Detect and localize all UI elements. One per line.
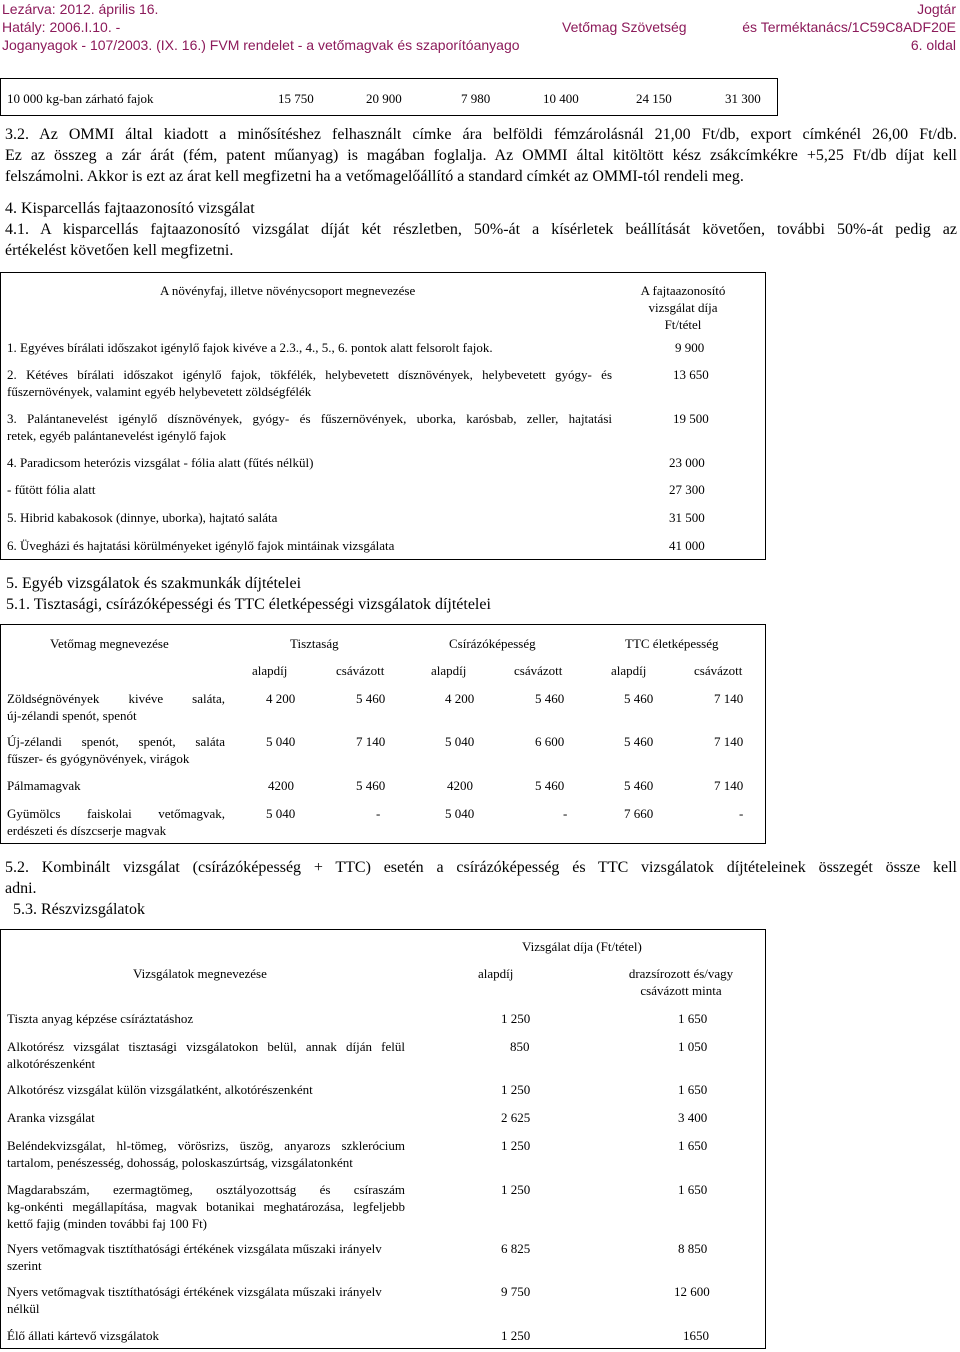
row-value: 7 140 bbox=[714, 734, 744, 749]
section-4-title: 4. Kisparcellás fajtaazonosító vizsgálat bbox=[5, 200, 255, 217]
row-name: új-zélandi spenót, spenót bbox=[7, 708, 137, 723]
table-5-3-header-base: alapdíj bbox=[478, 966, 514, 981]
section-5-title: 5. Egyéb vizsgálatok és szakmunkák díjtételei bbox=[6, 575, 302, 592]
row-value: 8 850 bbox=[678, 1241, 708, 1256]
row-value: 1 650 bbox=[678, 1182, 708, 1197]
section-4-1-line: értékelést követően kell megfizetni. bbox=[5, 242, 234, 259]
row-value: 1 250 bbox=[501, 1182, 531, 1197]
row-name: Aranka vizsgálat bbox=[7, 1110, 95, 1125]
row-value: 6 600 bbox=[535, 734, 565, 749]
row-name: 1. Egyéves bírálati időszakot igénylő fajok kivéve a 2.3., 4., 5., 6. pontok alatt felsorolt fajok. bbox=[7, 340, 493, 355]
row-value: 5 460 bbox=[535, 691, 565, 706]
row-name: szerint bbox=[7, 1258, 42, 1273]
row-name: Élő állati kártevő vizsgálatok bbox=[7, 1328, 159, 1343]
top-row-label: 10 000 kg-ban zárható fajok bbox=[7, 91, 154, 106]
top-row-value: 24 150 bbox=[636, 91, 672, 106]
top-row-value: 7 980 bbox=[461, 91, 491, 106]
top-row-value: 20 900 bbox=[366, 91, 402, 106]
row-name: 5. Hibrid kabakosok (dinnye, uborka), hajtató saláta bbox=[7, 510, 278, 525]
paragraph-3-2-line: felszámolni. Akkor is ezt az árat kell megfizetni ha a vetőmagelőállító a standard címkét az OMMI-tól rendeli meg. bbox=[5, 168, 744, 185]
row-value: 5 040 bbox=[266, 734, 296, 749]
row-name: fűszer- és gyógynövények, virágok bbox=[7, 751, 190, 766]
table-row bbox=[7, 690, 225, 724]
row-value: - bbox=[739, 806, 744, 821]
row-name: 3. Palántanevelést igénylő dísznövények, gyógy- és fűszernövények, uborka, karósbab, zeller, hajtatási bbox=[7, 411, 612, 426]
row-name: 4. Paradicsom heterózis vizsgálat - fólia alatt (fűtés nélkül) bbox=[7, 455, 314, 470]
table-row bbox=[7, 805, 225, 839]
row-value: 27 300 bbox=[669, 482, 705, 497]
row-name: 6. Üvegházi és hajtatási körülményeket igénylő fajok mintáinak vizsgálata bbox=[7, 538, 395, 553]
row-value: 5 460 bbox=[624, 691, 654, 706]
row-value: 1 250 bbox=[501, 1082, 531, 1097]
table-5-1-subheader: alapdíj bbox=[611, 663, 647, 678]
row-value: 2 625 bbox=[501, 1110, 531, 1125]
row-value: 4200 bbox=[447, 778, 473, 793]
row-value: 4200 bbox=[268, 778, 294, 793]
row-value: 5 040 bbox=[445, 734, 475, 749]
row-value: 1 650 bbox=[678, 1011, 708, 1026]
row-name: tartalom, penészesség, dohosság, poloskaszúrtság, vizsgálatonként bbox=[7, 1155, 353, 1170]
table-row bbox=[7, 1038, 405, 1072]
row-value: 5 460 bbox=[624, 734, 654, 749]
table-row bbox=[7, 1081, 405, 1098]
row-value: 19 500 bbox=[673, 411, 709, 426]
row-value: 12 600 bbox=[674, 1284, 710, 1299]
top-row-value: 31 300 bbox=[725, 91, 761, 106]
publisher: Vetőmag Szövetség bbox=[562, 19, 687, 35]
row-name: Magdarabszám, ezermagtömeg, osztályozottság és csíraszám bbox=[7, 1182, 405, 1197]
header-line: A fajtaazonosító bbox=[640, 283, 726, 298]
section-5-1-title: 5.1. Tisztasági, csírázóképességi és TTC életképességi vizsgálatok díjtételei bbox=[6, 596, 491, 613]
table-5-1-header-group: Tisztaság bbox=[290, 636, 339, 651]
table-5-1-subheader: alapdíj bbox=[431, 663, 467, 678]
row-value: 5 040 bbox=[266, 806, 296, 821]
row-value: 5 460 bbox=[356, 691, 386, 706]
section-4-1-line: 4.1. A kisparcellás fajtaazonosító vizsgálat díját két részletben, 50%-át a kísérletek beállítását követően, további 50%-át pedig az bbox=[5, 221, 957, 238]
header-line: csávázott minta bbox=[640, 983, 722, 998]
row-name: erdészeti és díszcserje magvak bbox=[7, 823, 167, 838]
table-5-1-subheader: alapdíj bbox=[252, 663, 288, 678]
table-5-1-header-seed: Vetőmag megnevezése bbox=[50, 636, 169, 651]
row-name: fűszernövények, valamint egyéb helybevetett zöldségfélék bbox=[7, 384, 312, 399]
table-row bbox=[7, 1137, 405, 1171]
row-name: Pálmamagvak bbox=[7, 778, 81, 793]
header-line: Ft/tétel bbox=[664, 317, 702, 332]
row-name: alkotórészenként bbox=[7, 1056, 96, 1071]
row-name: Nyers vetőmagvak tisztíthatósági értékének vizsgálata műszaki irányelv bbox=[7, 1284, 382, 1299]
row-value: 6 825 bbox=[501, 1241, 531, 1256]
row-value: 7 140 bbox=[356, 734, 386, 749]
row-value: - bbox=[563, 806, 568, 821]
document-title: Joganyagok - 107/2003. (IX. 16.) FVM rendelet - a vetőmagvak és szaporítóanyago bbox=[2, 37, 520, 53]
table-5-3-header-name: Vizsgálatok megnevezése bbox=[133, 966, 267, 981]
top-row-value: 10 400 bbox=[543, 91, 579, 106]
table-row bbox=[7, 1327, 405, 1344]
table-4-header-name: A növényfaj, illetve növénycsoport megnevezése bbox=[160, 283, 416, 298]
row-value: 3 400 bbox=[678, 1110, 708, 1125]
table-row bbox=[7, 1240, 405, 1274]
row-name: Alkotórész vizsgálat tisztasági vizsgálatokon belül, annak díján felül bbox=[7, 1039, 405, 1054]
row-name: Gyümölcs faiskolai vetőmagvak, bbox=[7, 806, 225, 821]
row-value: 9 750 bbox=[501, 1284, 531, 1299]
row-value: 1 650 bbox=[678, 1082, 708, 1097]
row-value: 7 140 bbox=[714, 778, 744, 793]
row-value: 31 500 bbox=[669, 510, 705, 525]
table-5-3-header-treated bbox=[596, 965, 766, 999]
row-value: 1 250 bbox=[501, 1011, 531, 1026]
row-value: 1 050 bbox=[678, 1039, 708, 1054]
row-name: - fűtött fólia alatt bbox=[7, 482, 96, 497]
row-value: 1650 bbox=[683, 1328, 709, 1343]
table-5-1-subheader: csávázott bbox=[514, 663, 563, 678]
effective-date: Hatály: 2006.I.10. - bbox=[2, 19, 121, 35]
table-row bbox=[7, 1283, 405, 1317]
row-value: 5 040 bbox=[445, 806, 475, 821]
header-line: vizsgálat díja bbox=[648, 300, 718, 315]
row-value: 9 900 bbox=[675, 340, 705, 355]
table-4-header-fee bbox=[600, 282, 766, 333]
table-row bbox=[7, 1181, 405, 1232]
document-id: és Terméktanács/1C59C8ADF20E bbox=[742, 19, 956, 35]
row-value: - bbox=[376, 806, 381, 821]
table-5-3-header-group: Vizsgálat díja (Ft/tétel) bbox=[522, 939, 642, 954]
table-row bbox=[7, 339, 607, 356]
row-value: 5 460 bbox=[535, 778, 565, 793]
row-name: retek, egyéb palántanevelést igénylő fajok bbox=[7, 428, 227, 443]
row-value: 5 460 bbox=[624, 778, 654, 793]
table-row bbox=[7, 410, 612, 444]
jogtar-label: Jogtár bbox=[917, 1, 956, 17]
row-value: 41 000 bbox=[669, 538, 705, 553]
row-name: Új-zélandi spenót, spenót, saláta bbox=[7, 734, 225, 749]
row-name: Tiszta anyag képzése csíráztatáshoz bbox=[7, 1011, 194, 1026]
section-5-3-title: 5.3. Részvizsgálatok bbox=[13, 901, 145, 918]
row-value: 850 bbox=[510, 1039, 530, 1054]
page-header bbox=[0, 0, 960, 56]
row-value: 1 250 bbox=[501, 1328, 531, 1343]
row-value: 4 200 bbox=[266, 691, 296, 706]
paragraph-3-2-line: 3.2. Az OMMI által kiadott a minősítéshez felhasznált címke ára belföldi fémzárolásnál 21,00 Ft/db, export címkénél 26,00 Ft/db. bbox=[5, 126, 957, 143]
table-row bbox=[7, 733, 225, 767]
row-value: 7 140 bbox=[714, 691, 744, 706]
page-number: 6. oldal bbox=[910, 37, 956, 53]
row-value: 5 460 bbox=[356, 778, 386, 793]
row-name: Nyers vetőmagvak tisztíthatósági értékének vizsgálata műszaki irányelv bbox=[7, 1241, 382, 1256]
row-name: kg-onkénti megállapítása, magvak botanikai meghatározása, legfeljebb bbox=[7, 1199, 405, 1214]
row-value: 1 250 bbox=[501, 1138, 531, 1153]
row-name: kettő fajig (minden további faj 100 Ft) bbox=[7, 1216, 208, 1231]
row-value: 7 660 bbox=[624, 806, 654, 821]
row-value: 23 000 bbox=[669, 455, 705, 470]
top-row-value: 15 750 bbox=[278, 91, 314, 106]
row-name: nélkül bbox=[7, 1301, 40, 1316]
paragraph-5-2-line: adni. bbox=[5, 880, 37, 897]
row-name: Zöldségnövények kivéve saláta, bbox=[7, 691, 225, 706]
row-name: Beléndekvizsgálat, hl-tömeg, vörösrizs, üszög, anyarozs szklerócium bbox=[7, 1138, 405, 1153]
row-value: 13 650 bbox=[673, 367, 709, 382]
table-row bbox=[7, 1109, 405, 1126]
table-row bbox=[7, 1010, 405, 1027]
table-5-1-header-group: TTC életképesség bbox=[625, 636, 719, 651]
table-row bbox=[7, 366, 612, 400]
header-line: drazsírozott és/vagy bbox=[628, 966, 734, 981]
paragraph-3-2-line: Ez az összeg a zár árát (fém, patent műanyag) is magában foglalja. Az OMMI által kitöltött kész zsákcímkékre +5,25 Ft/db díjat kell bbox=[5, 147, 957, 164]
closed-date: Lezárva: 2012. április 16. bbox=[2, 1, 159, 17]
row-name: 2. Kétéves bírálati időszakot igénylő fajok, tökfélék, helybevetett dísznövények, helybevetett gyógy- és bbox=[7, 367, 612, 382]
paragraph-5-2-line: 5.2. Kombinált vizsgálat (csírázóképesség + TTC) esetén a csírázóképesség és TTC vizsgálatok díjtételeinek összegét össze kell bbox=[5, 859, 957, 876]
row-name: Alkotórész vizsgálat külön vizsgálatként, alkotórészenként bbox=[7, 1082, 313, 1097]
row-value: 1 650 bbox=[678, 1138, 708, 1153]
table-5-1-subheader: csávázott bbox=[694, 663, 743, 678]
row-value: 4 200 bbox=[445, 691, 475, 706]
table-5-1-subheader: csávázott bbox=[336, 663, 385, 678]
table-5-1-header-group: Csírázóképesség bbox=[449, 636, 536, 651]
